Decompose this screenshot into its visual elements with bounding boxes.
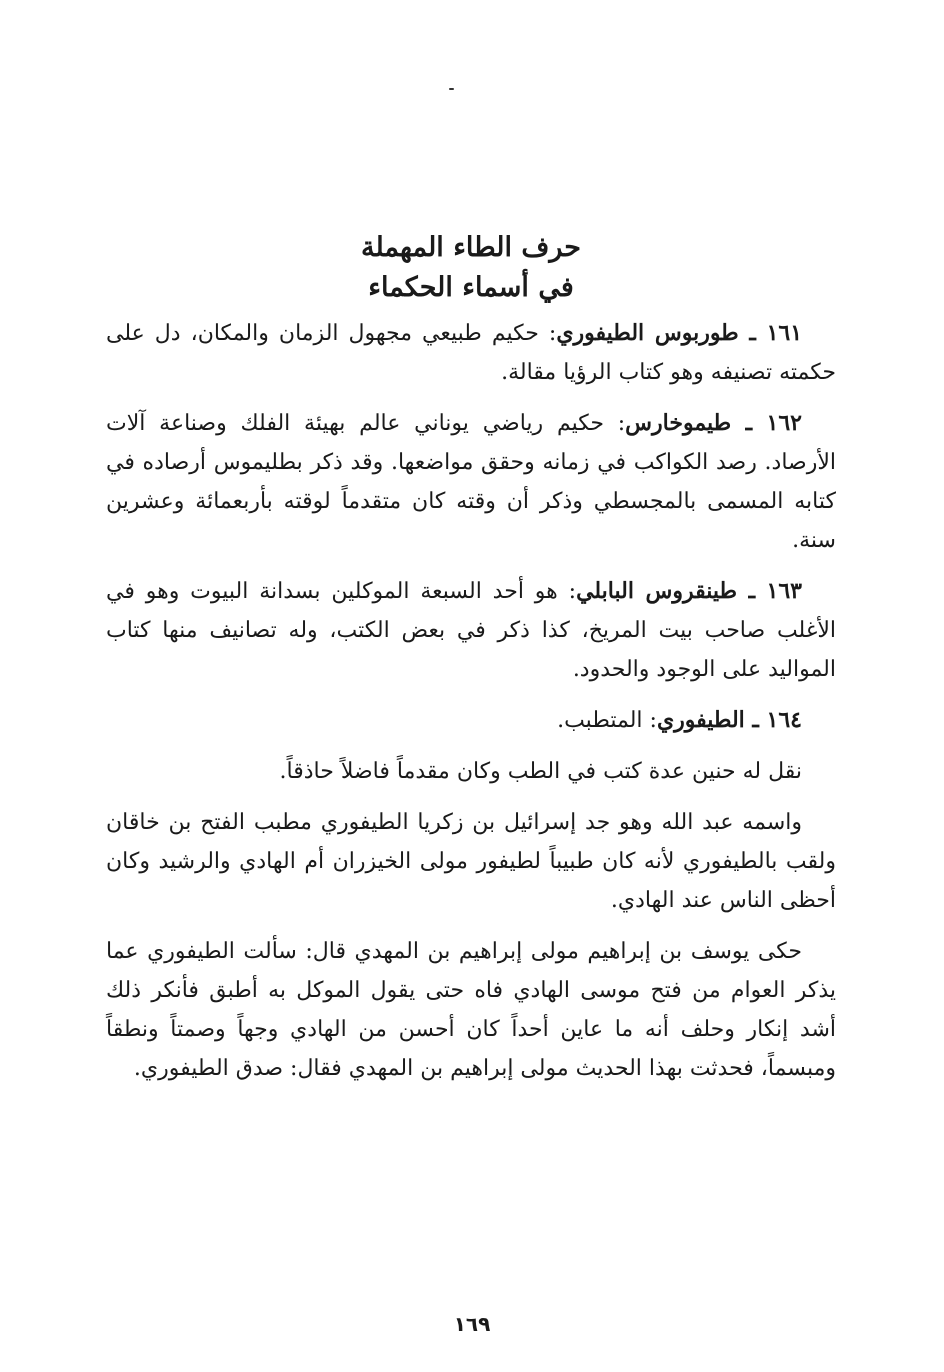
entry-161 [106, 314, 836, 392]
entry-164-text: : المتطبب. [557, 708, 657, 733]
chapter-subtitle: في أسماء الحكماء [368, 272, 574, 303]
entry-162-title: ١٦٢ ـ طيموخارس [625, 410, 802, 436]
paragraph-translation: نقل له حنين عدة كتب في الطب وكان مقدماً فاضلاً حاذقاً. [279, 759, 802, 784]
entry-161-text: : حكيم طبيعي مجهول الزمان والمكان، دل على حكمته تصنيفه وهو كتاب الرؤيا مقالة. [106, 321, 836, 385]
entry-163-text: : هو أحد السبعة الموكلين بسدانة البيوت وهو في الأغلب صاحب بيت المريخ، كذا ذكر في بعض الكتب، وله تصانيف منها كتاب المواليد على الوجود والحدود. [106, 579, 836, 682]
paragraph-lineage: واسمه عبد الله وهو جد إسرائيل بن زكريا الطيفوري مطبب الفتح بن خاقان ولقب بالطيفوري لأنه كان طبيباً لطيفور مولى الخيزران أم الهادي والرشيد وكان أحظى الناس عند الهادي. [106, 810, 836, 913]
entry-164-title: ١٦٤ ـ الطيفوري [656, 707, 802, 733]
entry-162 [106, 404, 836, 560]
entry-164 [106, 701, 836, 740]
page-body [106, 228, 836, 1100]
entry-162-text: : حكيم رياضي يوناني عالم بهيئة الفلك وصناعة آلات الأرصاد. رصد الكواكب في زمانه وحقق مواضعها. وقد ذكر بطليموس أرصاده في كتابه المسمى بالمجسطي وذكر أن وقته كان متقدماً لوقته بأربعمائة وعشرين سنة. [106, 411, 836, 553]
entry-163-title: ١٦٣ ـ طينقروس البابلي [576, 578, 802, 604]
chapter-title: حرف الطاء المهملة [361, 232, 581, 263]
page-number: ١٦٩ [453, 1312, 491, 1336]
entry-163 [106, 572, 836, 689]
print-speck [449, 88, 454, 90]
paragraph-anecdote: حكى يوسف بن إبراهيم مولى إبراهيم بن المهدي قال: سألت الطيفوري عما يذكر العوام من فتح موسى الهادي فاه حتى يقول الموكل به أطبق فأنكر ذلك أشد إنكار وحلف أنه ما عاين أحداً كان أحسن من الهادي وجهاً وصمتاً ونطقاً ومبسماً، فحدثت بهذا الحديث مولى إبراهيم بن المهدي فقال: صدق الطيفوري. [106, 939, 836, 1081]
chapter-heading [106, 228, 836, 308]
entry-161-title: ١٦١ ـ طوربوس الطيفوري [556, 320, 803, 346]
